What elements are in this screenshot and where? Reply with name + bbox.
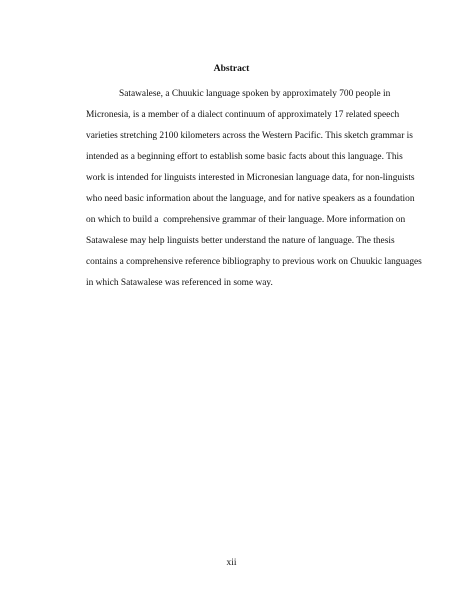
abstract-line-4: intended as a beginning effort to establish some basic facts about this language. This (86, 152, 403, 162)
abstract-line-3: varieties stretching 2100 kilometers across the Western Pacific. This sketch grammar is (86, 131, 413, 141)
abstract-line-6: who need basic information about the language, and for native speakers as a foundation (86, 194, 415, 204)
abstract-line-10: in which Satawalese was referenced in some way. (86, 278, 273, 288)
abstract-line-5: work is intended for linguists interested in Micronesian language data, for non-linguists (86, 173, 415, 183)
abstract-line-2: Micronesia, is a member of a dialect continuum of approximately 17 related speech (86, 110, 400, 120)
abstract-line-9: contains a comprehensive reference bibliography to previous work on Chuukic languages (86, 257, 422, 267)
abstract-line-1: Satawalese, a Chuukic language spoken by approximately 700 people in (119, 89, 391, 99)
abstract-heading: Abstract (213, 63, 250, 74)
abstract-line-8: Satawalese may help linguists better understand the nature of language. The thesis (86, 236, 395, 246)
abstract-line-7: on which to build a comprehensive grammar of their language. More information on (86, 215, 406, 225)
page-number: xii (226, 558, 237, 568)
